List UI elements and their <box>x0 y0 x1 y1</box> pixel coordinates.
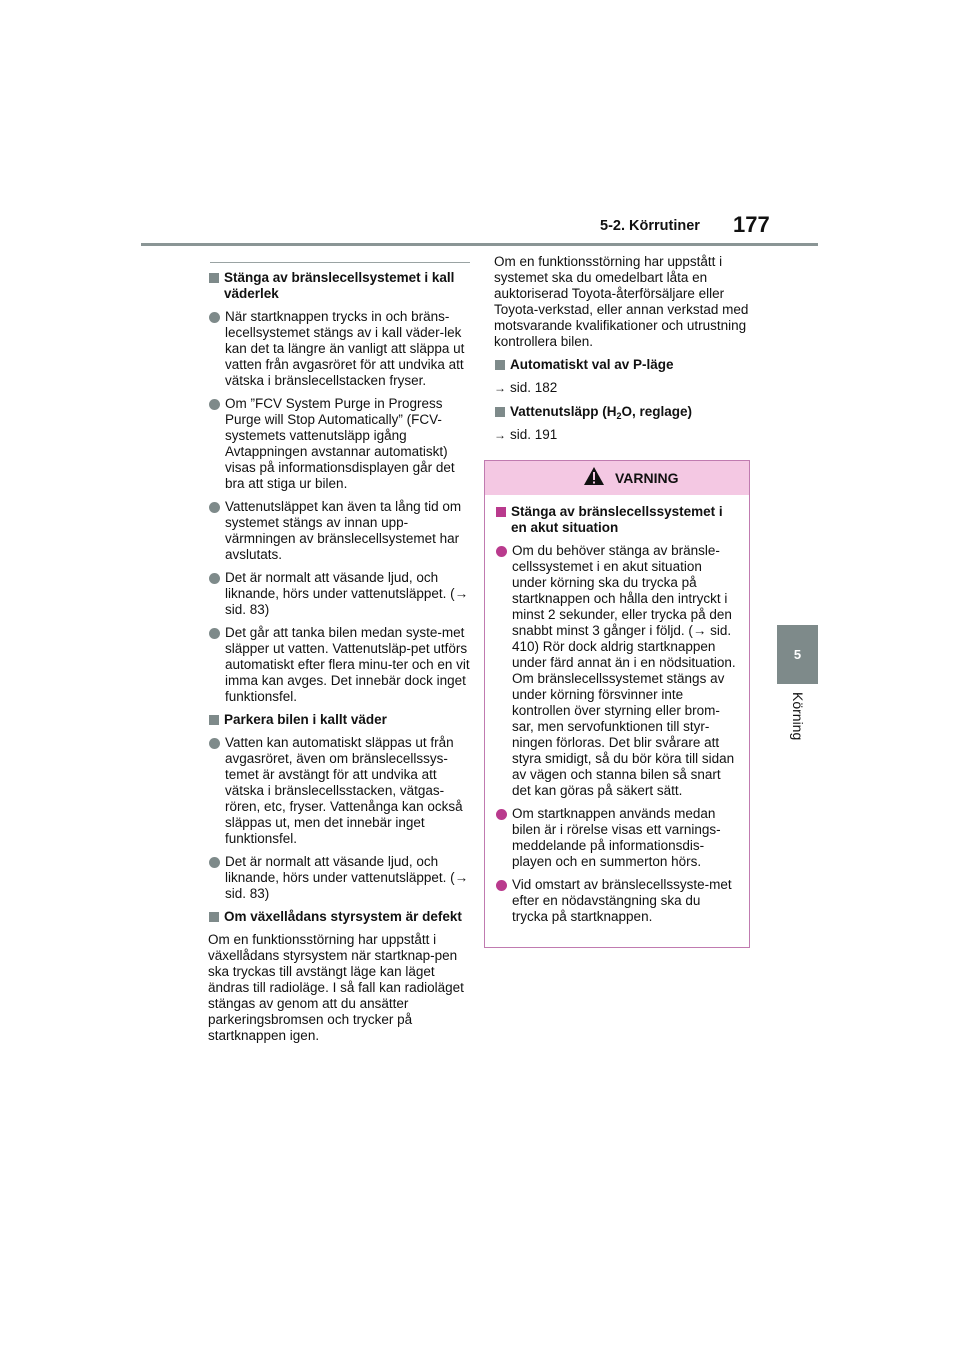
list-item: Om startknappen används medan bilen är i rörelse visas ett varnings-meddelande på informationsdis-playen och en summerton hörs. <box>495 806 739 870</box>
bullet-dot-icon <box>209 312 220 323</box>
heading-cold-parking: Parkera bilen i kallt väder <box>208 712 470 728</box>
right-column <box>494 254 752 451</box>
page-reference[interactable]: → sid. 182 <box>494 380 558 395</box>
header-rule <box>141 243 818 246</box>
divider <box>210 262 470 263</box>
square-bullet-icon <box>209 273 219 283</box>
bullet-dot-icon <box>496 880 507 891</box>
square-bullet-icon <box>495 407 505 417</box>
heading-water-release: Vattenutsläpp ($H_2O$, reglage) <box>494 404 752 420</box>
bullet-dot-icon <box>209 628 220 639</box>
warning-triangle-icon <box>583 466 605 486</box>
bullet-dot-icon <box>209 502 220 513</box>
arrow-right-icon: → <box>494 381 506 395</box>
list-item: Om du behöver stänga av bränsle-cellssystemet i en akut situation under körning ska du trycka på startknappen och hålla den intryckt i minst 2 sekunder, eller trycka på den snabbt minst 3 gånger i följd. (→ sid. 410) Rör dock aldrig startknappen under färd annat än i en nödsituation. Om bränslecellssystemet stängs av under körning försvinner inte kontrollen över styrning eller brom-sar, men servofunktionen till styr-ningen förloras. Det blir svårare att styra smidigt, så du bör köra till sidan av vägen och stanna bilen så snart det kan göras på säkert sätt. <box>495 543 739 799</box>
list-item: Det är normalt att väsande ljud, och liknande, hörs under vattenutsläppet. (→ sid. 83) <box>208 570 470 618</box>
list-item: Det går att tanka bilen medan syste-met släpper ut vatten. Vattenutsläp-pet utförs automatiskt efter flera minu-ter och en vit imma kan avges. Det innebär dock inget funktionsfel. <box>208 625 470 705</box>
bullet-dot-icon <box>209 738 220 749</box>
heading-cold-shutdown: Stänga av bränslecellsystemet i kall väderlek <box>208 270 470 302</box>
warning-body <box>485 495 749 925</box>
paragraph: Om en funktionsstörning har uppstått i systemet ska du omedelbart låta en auktoriserad Toyota-återförsäljare eller Toyota-verkstad, eller annan verkstad med motsvarande kvalifikationer och utrustning kontrollera bilen. <box>494 254 749 349</box>
bullet-dot-icon <box>209 573 220 584</box>
square-bullet-icon <box>496 507 506 517</box>
left-column <box>208 262 470 1051</box>
square-bullet-icon <box>495 360 505 370</box>
page-number: 177 <box>733 212 770 237</box>
list-item: Vatten kan automatiskt släppas ut från avgasröret, även om bränslecellssys-temet är avstängt för att undvika att vätska i bränslecellsstacken, vätgas-rören, etc, fryser. Vattenånga kan också släppas ut, men det innebär inget funktionsfel. <box>208 735 470 847</box>
warning-box <box>484 460 750 948</box>
chapter-label-text: Körning <box>790 692 806 741</box>
list-item: Om ”FCV System Purge in Progress Purge will Stop Automatically” (FCV-systemets vattenutsläpp igång Avtappningen avstannar automatiskt) visas på informationsdisplayen går det bra att stiga ur bilen. <box>208 396 470 492</box>
paragraph: Om en funktionsstörning har uppstått i växellådans styrsystem när startknap-pen ska tryckas till avstängt läge kan läget ändras till radioläge. I så fall kan radioläget stängas av genom att du ansätter parkeringsbromsen och trycker på startknappen igen. <box>208 932 464 1043</box>
square-bullet-icon <box>209 912 219 922</box>
warning-title: VARNING <box>615 470 679 486</box>
arrow-right-icon: → <box>494 428 506 442</box>
list-item: Vattenutsläppet kan även ta lång tid om systemet stängs av innan upp-värmningen av bränslecellsystemet har avslutats. <box>208 499 470 563</box>
warning-header <box>485 461 749 495</box>
heading-auto-park: Automatiskt val av P-läge <box>494 357 752 373</box>
bullet-dot-icon <box>496 809 507 820</box>
warning-heading: Stänga av bränslecellssystemet i en akut situation <box>495 504 739 536</box>
bullet-dot-icon <box>209 399 220 410</box>
list-item: När startknappen trycks in och bräns-lecellsystemet stängs av i kall väder-lek kan det ta längre än vanligt att släppa ut vatten från avgasröret för att undvika att vätska i bränslecellstacken fryser. <box>208 309 470 389</box>
section-title: 5-2. Körrutiner <box>600 218 700 234</box>
page-reference[interactable]: → sid. 191 <box>494 427 558 442</box>
list-item: Vid omstart av bränslecellssyste-met efter en nödavstängning ska du trycka på startknappen. <box>495 877 739 925</box>
square-bullet-icon <box>209 715 219 725</box>
chapter-label <box>783 692 813 772</box>
heading-transmission-fault: Om växellådans styrsystem är defekt <box>208 909 470 925</box>
bullet-dot-icon <box>209 857 220 868</box>
bullet-dot-icon <box>496 546 507 557</box>
chapter-tab: 5 <box>777 625 818 684</box>
list-item: Det är normalt att väsande ljud, och liknande, hörs under vattenutsläppet. (→ sid. 83) <box>208 854 470 902</box>
